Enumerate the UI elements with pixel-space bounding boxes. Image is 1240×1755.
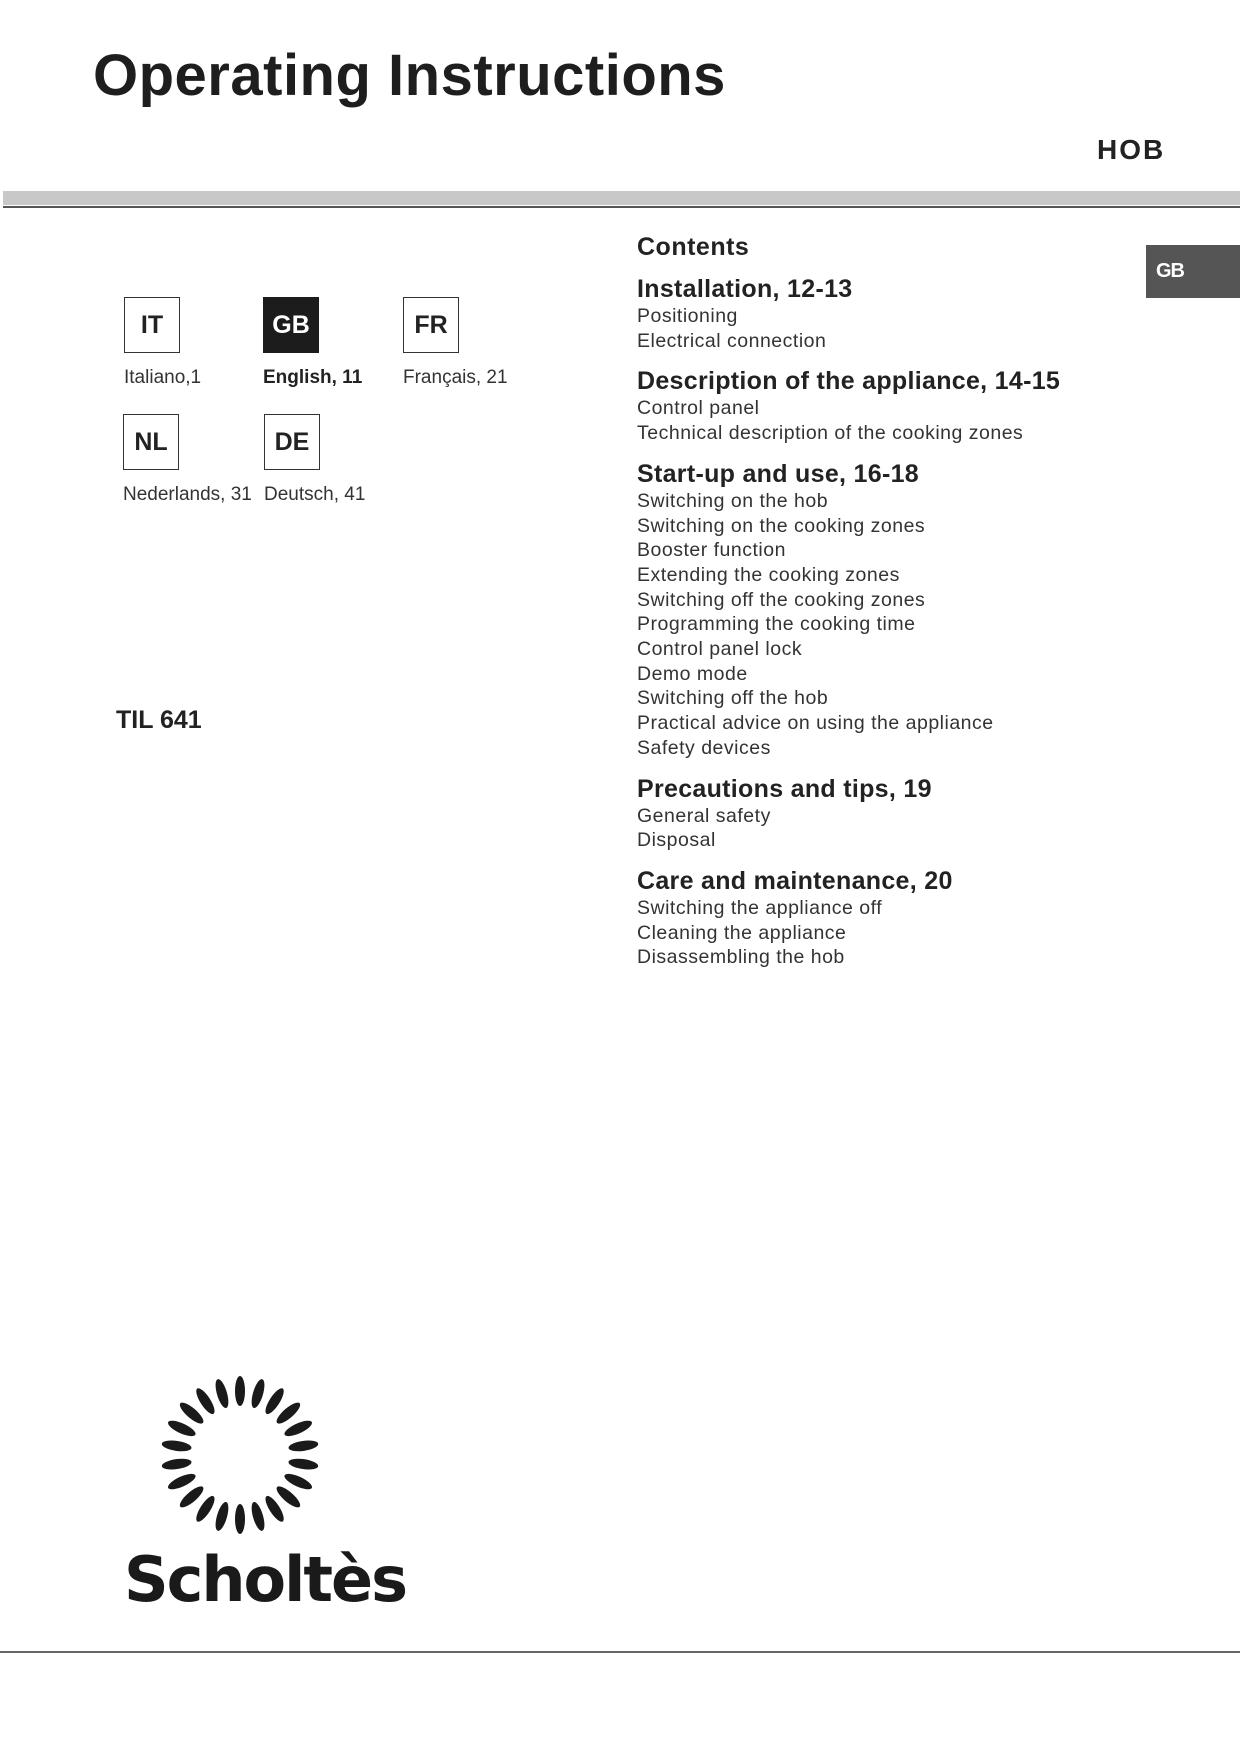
toc-section-title[interactable]: Description of the appliance, 14-15 [637, 367, 1061, 396]
sun-petal [161, 1439, 192, 1453]
toc-section-installation [637, 274, 1137, 353]
sun-petal [235, 1504, 245, 1534]
page-title: Operating Instructions [93, 43, 726, 108]
sun-petal [213, 1501, 231, 1533]
sun-petal [161, 1457, 192, 1471]
language-box-gb[interactable]: GB [263, 297, 319, 353]
toc-item[interactable]: Control panel [637, 397, 760, 420]
toc-item[interactable]: Disassembling the hob [637, 946, 845, 969]
language-side-tab: GB [1146, 245, 1240, 298]
language-label-de[interactable]: Deutsch, 41 [264, 484, 366, 505]
sun-petal [288, 1457, 319, 1471]
toc-item[interactable]: Electrical connection [637, 329, 827, 352]
sun-petal [166, 1418, 197, 1440]
toc-section-care [637, 866, 1137, 970]
toc-item[interactable]: Disposal [637, 829, 716, 852]
language-label-it[interactable]: Italiano,1 [124, 367, 202, 388]
toc-section-startup [637, 459, 1137, 761]
language-label-gb[interactable]: English, 11 [263, 367, 363, 388]
language-label-nl[interactable]: Nederlands, 31 [123, 484, 252, 505]
language-box-fr[interactable]: FR [403, 297, 459, 353]
contents-heading: Contents [637, 233, 750, 261]
language-box-nl[interactable]: NL [123, 414, 179, 470]
toc-item[interactable]: Switching off the cooking zones [637, 588, 926, 611]
header-divider-line [3, 206, 1240, 208]
sun-logo-icon [150, 1365, 330, 1545]
toc-section-title[interactable]: Installation, 12-13 [637, 275, 853, 303]
toc-section-title[interactable]: Start-up and use, 16-18 [637, 459, 919, 488]
brand-name: Scholtès [124, 1543, 406, 1616]
toc-section-precautions [637, 774, 1137, 853]
toc-item[interactable]: Control panel lock [637, 638, 803, 661]
toc-item[interactable]: Safety devices [637, 736, 771, 759]
sun-petal [213, 1378, 231, 1410]
sun-petal [288, 1439, 319, 1453]
toc-item[interactable]: Extending the cooking zones [637, 563, 900, 586]
sun-petal [235, 1376, 245, 1406]
toc-item[interactable]: Positioning [637, 305, 738, 327]
language-label-fr[interactable]: Français, 21 [403, 367, 508, 388]
toc-item[interactable]: Programming the cooking time [637, 613, 916, 636]
language-box-de[interactable]: DE [264, 414, 320, 470]
toc-item[interactable]: Technical description of the cooking zones [637, 422, 1024, 445]
toc-item[interactable]: Practical advice on using the appliance [637, 712, 994, 735]
sun-petal [166, 1471, 197, 1493]
language-box-it[interactable]: IT [124, 297, 180, 353]
toc-item[interactable]: Switching on the hob [637, 489, 829, 512]
toc-item[interactable]: Switching the appliance off [637, 896, 883, 919]
toc-item[interactable]: Switching off the hob [637, 687, 829, 710]
sun-petal [282, 1471, 313, 1493]
sun-petal [249, 1378, 267, 1410]
toc-section-description [637, 366, 1137, 445]
model-number: TIL 641 [116, 706, 202, 734]
toc-item[interactable]: Demo mode [637, 662, 748, 685]
product-type: HOB [1097, 134, 1166, 165]
footer-divider-line [0, 1651, 1240, 1653]
toc-item[interactable]: General safety [637, 804, 771, 827]
sun-petal [249, 1501, 267, 1533]
toc-section-title[interactable]: Care and maintenance, 20 [637, 866, 953, 895]
toc-item[interactable]: Switching on the cooking zones [637, 514, 926, 537]
toc-item[interactable]: Cleaning the appliance [637, 921, 847, 944]
table-of-contents [637, 233, 1137, 983]
sun-petal [282, 1418, 313, 1440]
toc-section-title[interactable]: Precautions and tips, 19 [637, 774, 932, 803]
toc-item[interactable]: Booster function [637, 539, 786, 562]
header-divider-band [3, 191, 1240, 205]
brand-logo [110, 1365, 406, 1625]
